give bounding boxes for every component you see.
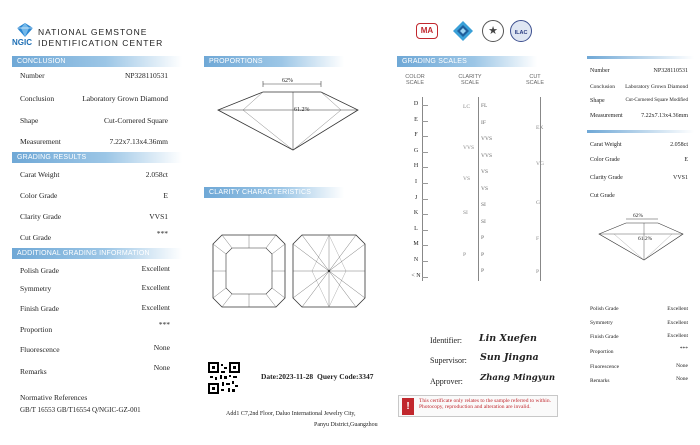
color-scale-tick <box>422 245 428 246</box>
carat-label: Carat Weight <box>20 170 60 179</box>
color-scale-tick <box>422 167 428 168</box>
summary-carat: 2.058ct <box>670 142 688 148</box>
measurement-value: 7.22x7.13x4.36mm <box>109 137 168 146</box>
proportions-section-header: PROPORTIONS <box>204 56 344 67</box>
summary-proportion-label: Proportion <box>590 349 614 355</box>
clarity-scale-title: CLARITY SCALE <box>458 74 482 86</box>
summary-conclusion: Laboratory Grown Diamond <box>625 84 688 90</box>
summary-number: NP328110531 <box>653 68 688 74</box>
summary-symmetry-label: Symmetry <box>590 320 613 326</box>
clarity-scale-grade: FL <box>481 103 488 109</box>
proportion-label: Proportion <box>20 325 53 334</box>
clarity-scale-grade: P <box>481 235 485 241</box>
report-date: Date:2023-11-28 <box>261 372 314 381</box>
clarity-scale-grade: P <box>481 251 485 258</box>
cut-scale-grade: F <box>536 236 540 242</box>
clarity-plot-crown <box>212 234 286 308</box>
summary-fluorescence-label: Fluorescence <box>590 364 620 370</box>
summary-shape-label: Shape <box>590 98 605 104</box>
color-scale-letter: J <box>414 194 418 201</box>
identifier-label: Identifier: <box>430 336 462 345</box>
notice-box <box>398 395 558 417</box>
remarks-value: None <box>153 363 170 372</box>
cut-value: *** <box>156 229 168 238</box>
finish-value: Excellent <box>141 303 170 312</box>
cma-logo-icon <box>416 23 438 39</box>
cut-scale-grade: VG <box>536 161 544 167</box>
finish-label: Finish Grade <box>20 304 59 313</box>
summary-cut-label: Cut Grade <box>590 193 615 199</box>
clarity-scale-group: SI <box>463 210 468 216</box>
summary-number-label: Number <box>590 68 610 74</box>
qr-code[interactable] <box>208 362 240 394</box>
star-seal-text: ★ <box>488 25 498 37</box>
symmetry-value: Excellent <box>141 283 170 292</box>
cut-scale-grade: G <box>536 200 540 206</box>
measurement-label: Measurement <box>20 137 61 146</box>
clarity-scale-grade: VS <box>481 169 489 175</box>
color-scale-letter: M <box>413 241 419 248</box>
clarity-plot-pavilion <box>292 234 366 308</box>
clarity-scale-group: P <box>463 252 467 258</box>
symmetry-label: Symmetry <box>20 284 52 293</box>
color-scale-letter: F <box>414 132 418 139</box>
cut-scale-grade: EX <box>536 125 544 131</box>
ngic-logo-icon <box>16 22 34 38</box>
warning-icon: ! <box>402 398 414 415</box>
grading-results-header: GRADING RESULTS <box>12 152 182 163</box>
table-percentage: 62% <box>282 78 293 84</box>
color-scale-tick <box>422 152 428 153</box>
summary-conclusion-label: Conclusion <box>590 84 616 90</box>
carat-value: 2.058ct <box>145 170 168 179</box>
color-scale-tick <box>422 261 428 262</box>
summary-measurement-label: Measurement <box>590 113 623 119</box>
clarity-scale-group: LC <box>463 104 471 110</box>
conclusion-section-header: CONCLUSION <box>12 56 182 67</box>
clarity-scale-grade: SI <box>481 202 486 208</box>
diamond-badge-icon <box>452 20 474 42</box>
supervisor-label: Supervisor: <box>430 356 467 365</box>
clarity-scale-grade: VVS <box>481 136 493 142</box>
color-scale-tick <box>422 136 428 137</box>
clarity-scale-group: VS <box>463 176 471 182</box>
color-scale-letter: D <box>413 101 419 107</box>
clarity-scale-axis <box>478 97 479 281</box>
fluorescence-label: Fluorescence <box>20 345 60 354</box>
summary-color-label: Color Grade <box>590 157 620 163</box>
summary-measurement: 7.22x7.13x4.36mm <box>641 113 688 119</box>
summary-polish: Excellent <box>667 306 688 312</box>
summary-remarks-label: Remarks <box>590 378 610 384</box>
summary-finish-label: Finish Grade <box>590 334 619 340</box>
summary-fluorescence: None <box>676 363 688 369</box>
references-title: Normative References <box>20 393 88 402</box>
color-scale-tick <box>422 105 428 106</box>
summary-divider <box>587 130 694 133</box>
color-scale-letter: < N <box>411 272 421 279</box>
star-seal-icon <box>482 20 504 42</box>
summary-carat-label: Carat Weight <box>590 142 622 148</box>
polish-value: Excellent <box>141 264 170 273</box>
brand-text: NGIC <box>12 38 32 47</box>
color-scale-tick <box>422 230 428 231</box>
color-scale-letter: L <box>414 225 418 232</box>
color-scale-tick <box>422 121 428 122</box>
clarity-label: Clarity Grade <box>20 212 62 221</box>
clarity-characteristics-header: CLARITY CHARACTERISTICS <box>204 187 344 198</box>
clarity-scale-grade: P <box>481 268 485 274</box>
clarity-scale-group: VVS <box>463 145 475 151</box>
identifier-signature: Lin Xuefen <box>479 333 537 344</box>
address-line2: Panyu District,Guangzhou <box>314 422 378 428</box>
cut-scale-title: CUT SCALE <box>525 74 545 86</box>
shape-label: Shape <box>20 116 39 125</box>
ilac-logo-text: ILAC <box>514 30 528 36</box>
clarity-scale-grade: SI <box>481 218 486 225</box>
summary-remarks: None <box>676 376 688 382</box>
summary-shape: Cut-Cornered Square Modified <box>625 98 688 103</box>
number-label: Number <box>20 71 45 80</box>
summary-proportion: *** <box>679 346 688 352</box>
approver-label: Approver: <box>430 377 463 386</box>
color-scale-tick <box>422 183 428 184</box>
notice-text: This certificate only relates to the sample referred to within. Photocopy, reproduction and alteration are invalid. <box>419 398 551 411</box>
color-scale-letter: E <box>414 116 418 123</box>
clarity-scale-grade: IF <box>481 119 486 126</box>
color-value: E <box>163 191 168 200</box>
color-scale-letter: I <box>415 179 417 185</box>
summary-depth-pct: 61.2% <box>638 236 653 242</box>
summary-table-pct: 62% <box>633 213 644 219</box>
org-name-line2: IDENTIFICATION CENTER <box>38 38 164 48</box>
proportion-value: *** <box>158 320 170 329</box>
cut-scale-grade: P <box>536 269 540 275</box>
depth-percentage: 61.2% <box>294 107 310 113</box>
conclusion-label: Conclusion <box>20 94 55 103</box>
fluorescence-value: None <box>153 343 170 352</box>
references-text: GB/T 16553 GB/T16554 Q/NGIC-GZ-001 <box>20 406 141 414</box>
supervisor-signature: Sun Jingna <box>480 352 539 363</box>
grading-scales-header: GRADING SCALES <box>397 56 537 67</box>
color-scale-letter: K <box>413 210 419 217</box>
number-value: NP328110531 <box>124 71 168 80</box>
color-scale-title: COLOR SCALE <box>405 74 425 86</box>
cut-label: Cut Grade <box>20 233 52 242</box>
org-name-line1: NATIONAL GEMSTONE <box>38 27 148 37</box>
cma-logo-text: MA <box>420 26 434 35</box>
summary-header-bar <box>587 56 694 59</box>
color-scale-axis <box>422 97 423 281</box>
remarks-label: Remarks <box>20 367 47 376</box>
color-scale-tick <box>422 214 428 215</box>
approver-signature: Zhang Mingyun <box>480 373 556 383</box>
query-code: Query Code:3347 <box>317 372 374 381</box>
summary-symmetry: Excellent <box>667 320 688 326</box>
additional-info-header: ADDITIONAL GRADING INFORMATION <box>12 248 182 259</box>
summary-clarity: VVS1 <box>672 175 688 181</box>
summary-clarity-label: Clarity Grade <box>590 175 623 181</box>
color-scale-letter: G <box>413 147 419 154</box>
clarity-value: VVS1 <box>149 212 168 221</box>
clarity-scale-grade: VS <box>481 185 489 192</box>
summary-polish-label: Polish Grade <box>590 306 619 312</box>
proportion-diagram <box>213 78 363 158</box>
color-label: Color Grade <box>20 191 58 200</box>
color-scale-tick <box>422 277 428 278</box>
shape-value: Cut-Cornered Square <box>104 116 168 125</box>
clarity-scale-grade: VVS <box>481 152 493 159</box>
polish-label: Polish Grade <box>20 266 59 275</box>
summary-color: E <box>684 157 688 163</box>
conclusion-value: Laboratory Grown Diamond <box>82 94 168 103</box>
address-line1: Add1 C7,2nd Floor, Daluo International Jewelry City, <box>226 411 356 417</box>
color-scale-letter: N <box>413 257 419 263</box>
color-scale-tick <box>422 199 428 200</box>
ilac-logo-icon <box>510 20 532 42</box>
summary-finish: Excellent <box>667 333 688 339</box>
color-scale-letter: H <box>413 163 419 170</box>
